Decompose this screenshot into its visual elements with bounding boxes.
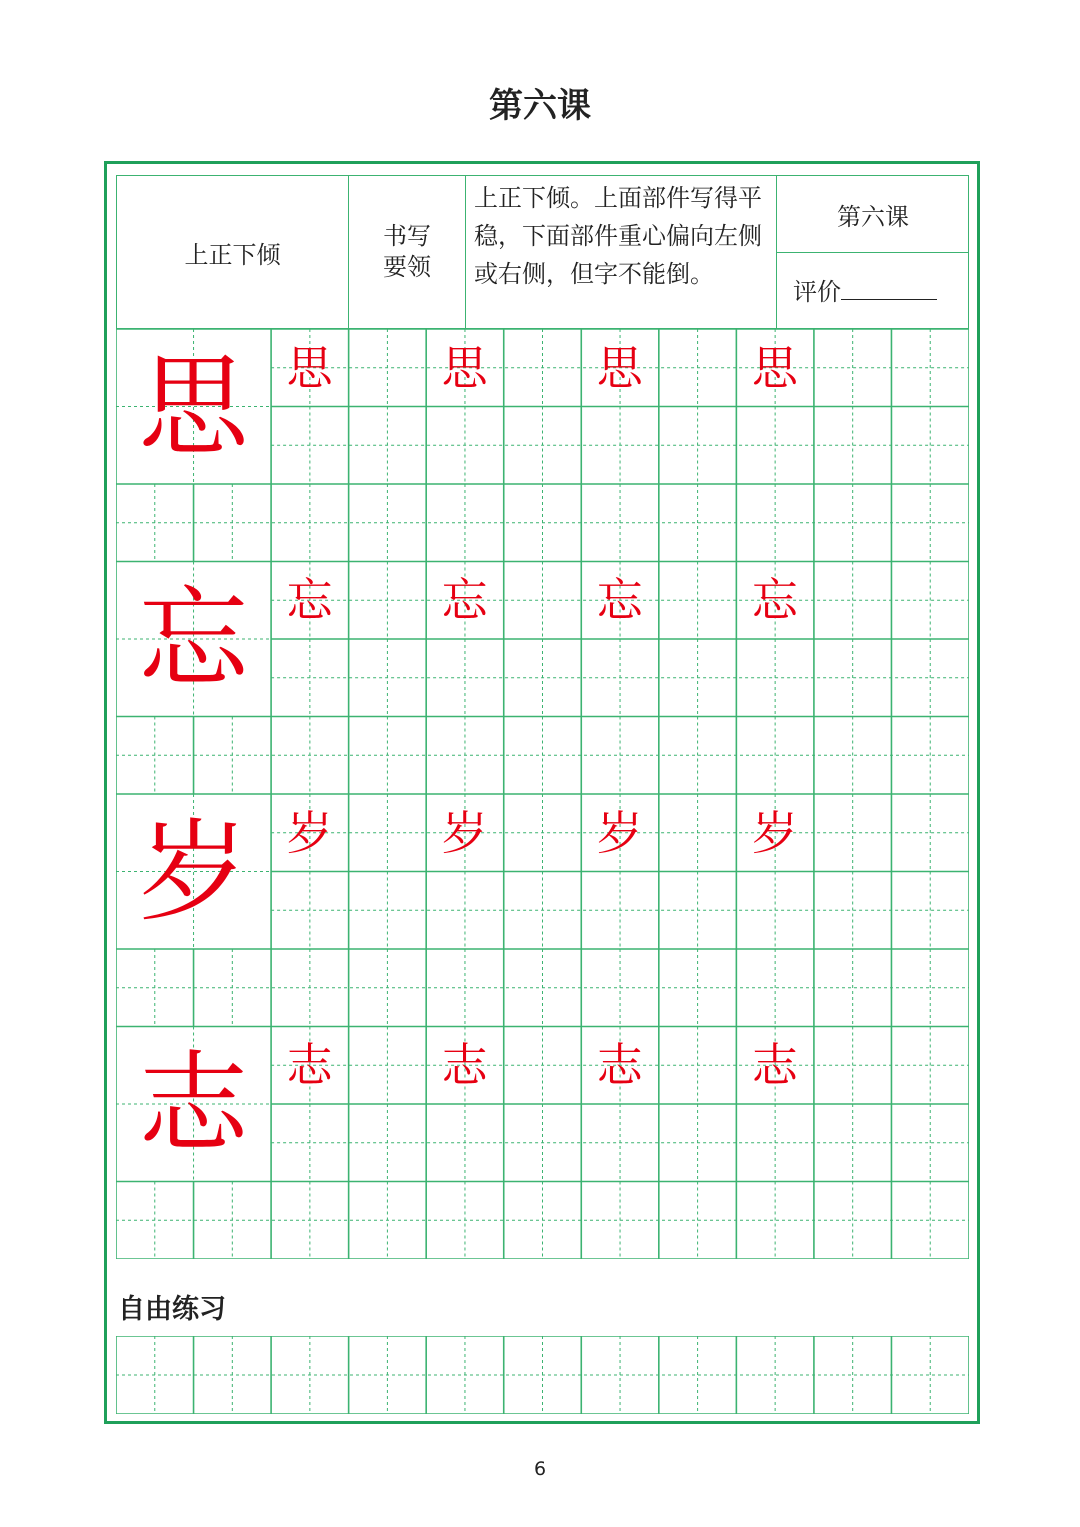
trace-character: 志 bbox=[751, 1038, 798, 1093]
model-character: 思 bbox=[138, 342, 249, 471]
page-number: 6 bbox=[533, 1458, 547, 1480]
trace-character: 志 bbox=[596, 1038, 643, 1093]
heading-cell bbox=[349, 176, 466, 328]
trace-character: 思 bbox=[751, 340, 798, 395]
rating-blank[interactable] bbox=[841, 275, 937, 300]
rating-field bbox=[793, 272, 937, 307]
rule-text: 上正下倾 bbox=[184, 240, 281, 269]
practice-grid bbox=[116, 329, 969, 1259]
trace-character: 思 bbox=[441, 340, 488, 395]
trace-character: 志 bbox=[441, 1038, 488, 1093]
trace-character: 志 bbox=[286, 1038, 333, 1093]
trace-character: 忘 bbox=[286, 573, 333, 628]
page-title: 第六课 bbox=[489, 86, 591, 126]
heading-line-1: 书写 bbox=[383, 222, 431, 250]
trace-character: 岁 bbox=[286, 805, 333, 860]
trace-character: 忘 bbox=[596, 573, 643, 628]
trace-character: 思 bbox=[286, 340, 333, 395]
heading-line-2: 要领 bbox=[383, 253, 431, 281]
trace-character: 岁 bbox=[751, 805, 798, 860]
free-practice-label: 自由练习 bbox=[118, 1294, 226, 1325]
trace-character: 忘 bbox=[441, 573, 488, 628]
trace-character: 思 bbox=[596, 340, 643, 395]
trace-character: 岁 bbox=[441, 805, 488, 860]
rule-cell bbox=[117, 176, 349, 328]
lesson-label: 第六课 bbox=[777, 176, 969, 253]
rating-label: 评价 bbox=[793, 278, 841, 306]
side-cell bbox=[777, 176, 969, 328]
description-cell: 上正下倾。上面部件写得平稳，下面部件重心偏向左侧或右侧，但字不能倒。 bbox=[466, 176, 777, 328]
model-character: 志 bbox=[138, 1040, 249, 1168]
model-character: 岁 bbox=[138, 807, 249, 936]
trace-character: 岁 bbox=[596, 805, 643, 860]
model-character: 忘 bbox=[138, 575, 249, 703]
free-practice-grid-lines bbox=[116, 1336, 969, 1414]
free-practice-grid[interactable] bbox=[116, 1336, 969, 1414]
info-table bbox=[116, 175, 969, 329]
trace-character: 忘 bbox=[751, 573, 798, 628]
